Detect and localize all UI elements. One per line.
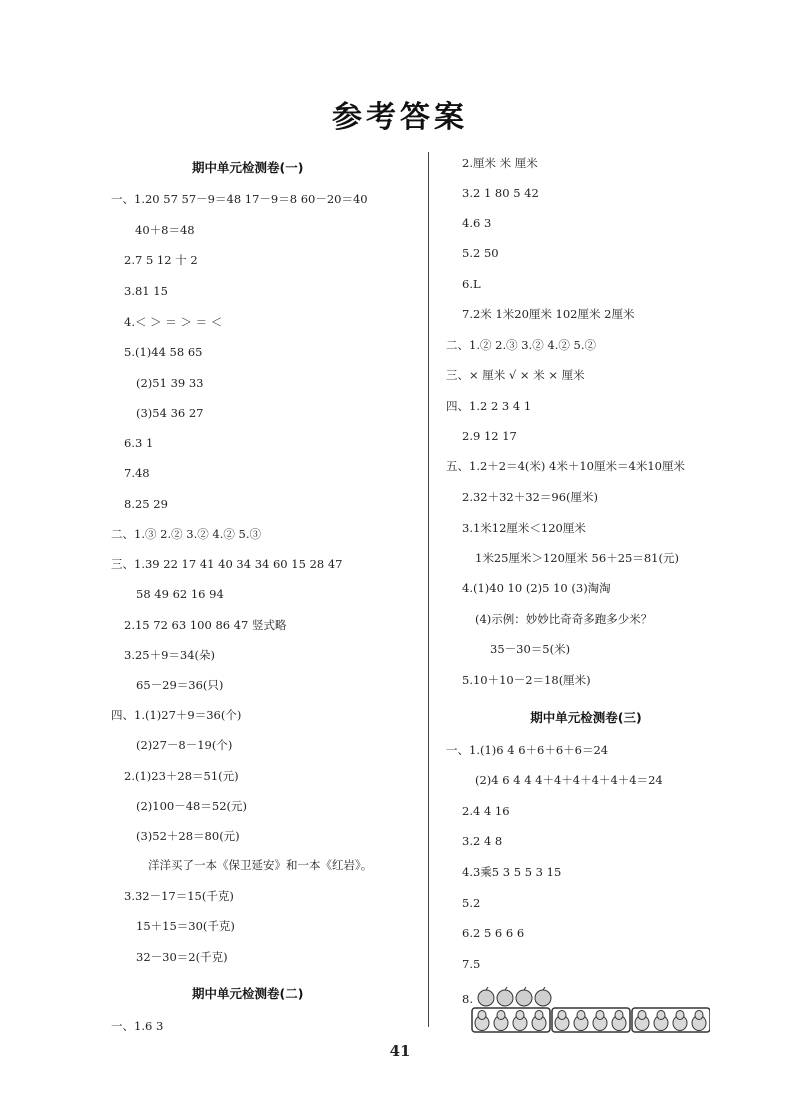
answer-line: 四、1.(1)27＋9＝36(个)	[111, 708, 242, 722]
answer-line: (3)52＋28＝80(元)	[136, 829, 240, 843]
answer-line: 40＋8＝48	[135, 223, 195, 237]
answer-line: 58 49 62 16 94	[136, 587, 224, 601]
answer-line: 3.25＋9＝34(朵)	[124, 648, 216, 662]
answer-line: (2)51 39 33	[136, 376, 204, 390]
answer-line: 6.3 1	[124, 436, 154, 450]
answer-line: 7.2米 1米20厘米 102厘米 2厘米	[462, 307, 635, 321]
pear-top	[596, 1011, 604, 1020]
answer-line: 2.7 5 12 十 2	[124, 253, 198, 267]
answer-line: 三、× 厘米 √ × 米 × 厘米	[446, 368, 585, 382]
answer-line: (2)100－48＝52(元)	[136, 799, 247, 813]
answer-line: 65－29＝36(只)	[136, 678, 224, 692]
answer-line: 7.5	[462, 957, 481, 971]
answer-line: (2)4 6 4 4 4＋4＋4＋4＋4＋4＝24	[475, 773, 663, 787]
answer-line: 15＋15＝30(千克)	[136, 919, 235, 933]
answer-line: 一、1.(1)6 4 6＋6＋6＋6＝24	[446, 743, 609, 757]
answer-line: 3.32－17＝15(千克)	[124, 889, 234, 903]
apple-stem	[524, 987, 526, 990]
pear-top	[535, 1011, 543, 1020]
pear-top	[676, 1011, 684, 1020]
answer-line: (4)示例：妙妙比奇奇多跑多少米？	[475, 612, 653, 626]
answer-line: 2.4 4 16	[462, 804, 510, 818]
answer-line: 四、1.2 2 3 4 1	[446, 399, 532, 413]
apple-icon	[516, 990, 532, 1006]
answer-line: 二、1.② 2.③ 3.② 4.② 5.②	[446, 338, 596, 352]
answer-line: 五、1.2＋2＝4(米) 4米＋10厘米＝4米10厘米	[446, 459, 685, 473]
section-heading-2: 期中单元检测卷(二)	[192, 986, 304, 1001]
apple-stem	[543, 987, 545, 990]
answer-line: 3.1米12厘米＜120厘米	[462, 521, 586, 535]
apple-icon	[535, 990, 551, 1006]
pear-top	[615, 1011, 623, 1020]
answer-line: 5.10＋10－2＝18(厘米)	[462, 673, 591, 687]
pear-top	[577, 1011, 585, 1020]
answer-line: 3.81 15	[124, 284, 168, 298]
pear-top	[558, 1011, 566, 1020]
answer-line: 2.9 12 17	[462, 429, 517, 443]
section-heading-1: 期中单元检测卷(一)	[192, 160, 304, 175]
answer-line: 一、1.20 57 57－9＝48 17－9＝8 60－20＝40	[111, 192, 368, 206]
answer-figure	[462, 986, 710, 1038]
answer-line: 2.厘米 米 厘米	[462, 156, 538, 170]
answer-line: 6.2 5 6 6 6	[462, 926, 525, 940]
column-divider	[428, 152, 429, 1027]
page-number: 41	[389, 1042, 411, 1060]
answer-line: 5.(1)44 58 65	[124, 345, 203, 359]
answer-line: 7.48	[124, 466, 150, 480]
answer-line: 5.2 50	[462, 246, 499, 260]
pear-top	[497, 1011, 505, 1020]
pear-top	[657, 1011, 665, 1020]
apple-stem	[505, 987, 507, 990]
answer-line: (2)27－8－19(个)	[136, 738, 233, 752]
figure-label: 8.	[462, 992, 473, 1006]
page-title: 参考答案	[332, 100, 468, 135]
apple-icon	[478, 990, 494, 1006]
answer-line: 4.(1)40 10 (2)5 10 (3)淘淘	[462, 581, 611, 595]
answer-line: 4.3乘5 3 5 5 3 15	[462, 865, 562, 879]
answer-line: (3)54 36 27	[136, 406, 204, 420]
answer-line: 3.2 1 80 5 42	[462, 186, 539, 200]
pear-top	[695, 1011, 703, 1020]
answer-line: 2.(1)23＋28＝51(元)	[124, 769, 239, 783]
answer-line: 3.2 4 8	[462, 834, 503, 848]
answer-line: 35－30＝5(米)	[490, 642, 571, 656]
answer-line: 2.15 72 63 100 86 47 竖式略	[124, 618, 287, 632]
apple-stem	[486, 987, 488, 990]
answer-line: 8.25 29	[124, 497, 168, 511]
answer-line: 一、1.6 3	[111, 1019, 164, 1033]
section-heading-3: 期中单元检测卷(三)	[530, 710, 642, 725]
answer-line: 5.2	[462, 896, 481, 910]
answer-line: 1米25厘米＞120厘米 56＋25＝81(元)	[475, 551, 679, 565]
answer-line: 32－30＝2(千克)	[136, 950, 228, 964]
answer-line: 4.6 3	[462, 216, 492, 230]
answer-line: 2.32＋32＋32＝96(厘米)	[462, 490, 598, 504]
answer-line: 4.＜ ＞ ＝ ＞ ＝ ＜	[124, 315, 223, 329]
pear-top	[516, 1011, 524, 1020]
answer-line: 6.L	[462, 277, 481, 291]
answer-line: 洋洋买了一本《保卫延安》和一本《红岩》。	[148, 858, 373, 872]
answer-line: 二、1.③ 2.② 3.② 4.② 5.③	[111, 527, 261, 541]
apple-icon	[497, 990, 513, 1006]
fruit-diagram	[470, 986, 710, 1034]
pear-top	[638, 1011, 646, 1020]
answer-line: 三、1.39 22 17 41 40 34 34 60 15 28 47	[111, 557, 343, 571]
pear-top	[478, 1011, 486, 1020]
